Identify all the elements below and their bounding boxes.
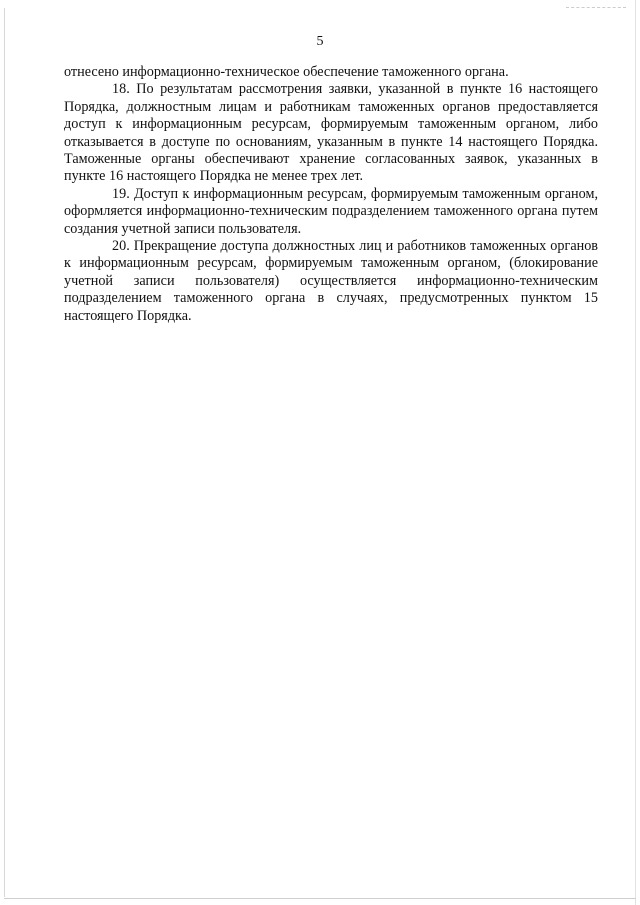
paragraph-continuation: отнесено информационно-техническое обеспечение таможенного органа. (64, 64, 509, 80)
document-body (64, 64, 598, 325)
paragraph-item-20: 20. Прекращение доступа должностных лиц и работников таможенных органов к информационным ресурсам, формируемым таможенным органом, (блокирование учетной записи пользователя) осуществляется информационно-техническим подразделением таможенного органа в случаях, предусмотренных пунктом 15 настоящего Порядка. (64, 238, 598, 324)
scan-edge-right (635, 0, 636, 905)
paragraph-item-18: 18. По результатам рассмотрения заявки, указанной в пункте 16 настоящего Порядка, должностным лицам и работникам таможенных органов предоставляется доступ к информационным ресурсам, формируемым таможенным органом, либо отказывается в доступе по основаниям, указанным в пункте 14 настоящего Порядка. Таможенные органы обеспечивают хранение согласованных заявок, указанных в пункте 16 настоящего Порядка не менее трех лет. (64, 81, 598, 185)
scan-edge-left (4, 8, 5, 897)
page-number: 5 (316, 34, 324, 49)
scan-edge-bottom (4, 898, 636, 899)
paragraph-item-19: 19. Доступ к информационным ресурсам, формируемым таможенным органом, оформляется информационно-техническим подразделением таможенного органа путем создания учетной записи пользователя. (64, 185, 598, 237)
scan-mark-top (566, 7, 626, 9)
